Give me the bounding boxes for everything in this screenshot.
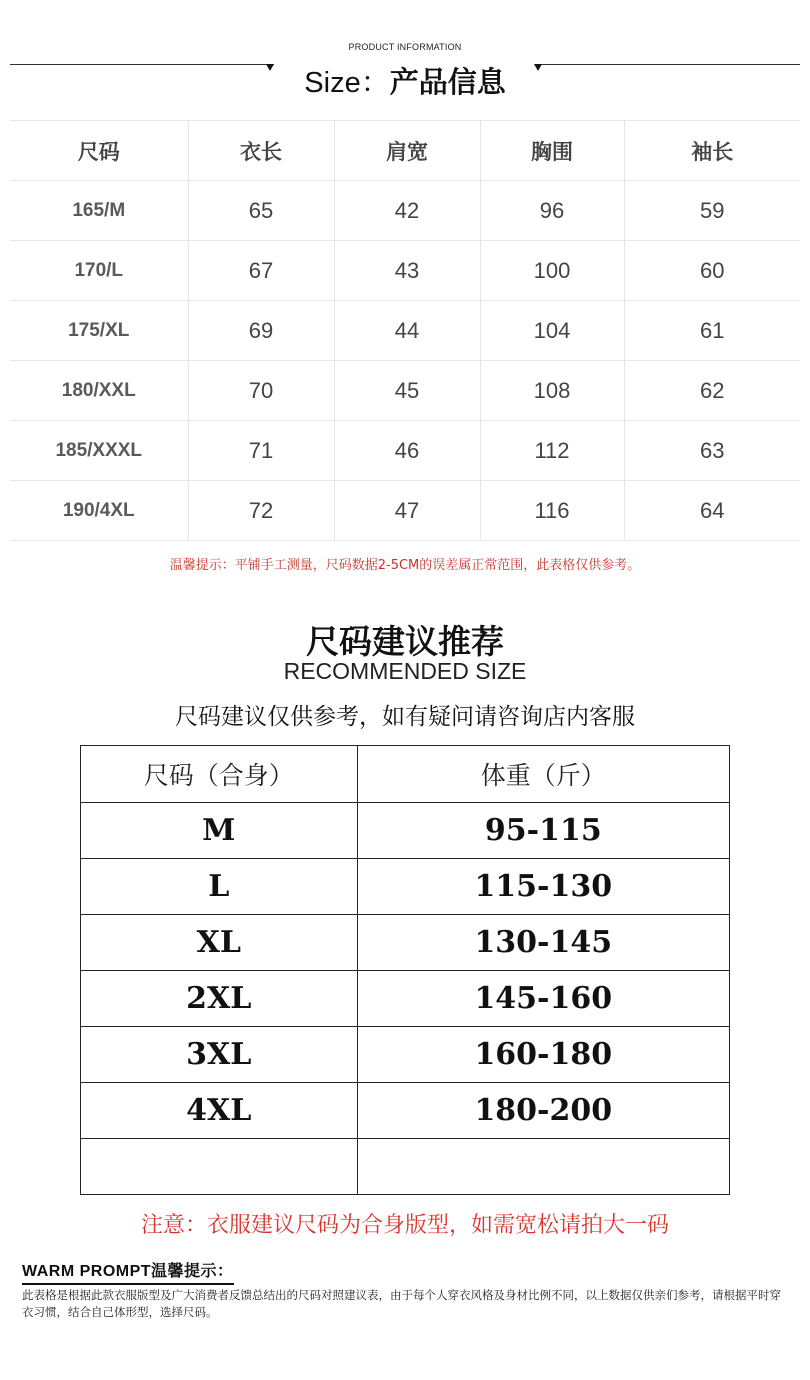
recommend-size-cell: 3XL <box>81 1027 358 1083</box>
length-cell: 70 <box>188 361 334 421</box>
table-row <box>81 803 730 859</box>
size-chart-header-row <box>10 121 800 181</box>
sleeve-cell: 63 <box>624 421 800 481</box>
chest-cell: 112 <box>480 421 624 481</box>
recommend-header-size: 尺码（合身） <box>81 746 358 803</box>
page-title <box>0 60 810 101</box>
warm-prompt-heading-en: WARM PROMPT <box>22 1263 152 1280</box>
recommend-weight-cell <box>357 1139 729 1195</box>
table-row <box>10 181 800 241</box>
size-chart-header-size: 尺码 <box>10 121 188 181</box>
recommend-title: 尺码建议推荐 <box>306 622 504 661</box>
recommend-size-cell: 2XL <box>81 971 358 1027</box>
sleeve-cell: 60 <box>624 241 800 301</box>
size-cell: 165/M <box>10 181 188 241</box>
length-cell: 72 <box>188 481 334 541</box>
size-chart-table <box>10 120 800 541</box>
warm-prompt-body: 此表格是根据此款衣服版型及广大消费者反馈总结出的尺码对照建议表，由于每个人穿衣风格及身材比例不同，以上数据仅供亲们参考，请根据平时穿衣习惯，结合自己体形型，选择尺码。 <box>22 1288 781 1319</box>
size-cell: 190/4XL <box>10 481 188 541</box>
shoulder-cell: 46 <box>334 421 480 481</box>
recommend-size-cell <box>81 1139 358 1195</box>
recommend-warning: 注意：衣服建议尺码为合身版型，如需宽松请拍大一码 <box>140 1213 669 1238</box>
size-cell: 180/XXL <box>10 361 188 421</box>
chest-cell: 96 <box>480 181 624 241</box>
table-row <box>10 301 800 361</box>
recommend-size-cell: M <box>81 803 358 859</box>
shoulder-cell: 44 <box>334 301 480 361</box>
table-row <box>10 481 800 541</box>
size-cell: 170/L <box>10 241 188 301</box>
table-row <box>10 361 800 421</box>
table-row <box>81 971 730 1027</box>
size-chart-header-chest: 胸围 <box>480 121 624 181</box>
length-cell: 71 <box>188 421 334 481</box>
measurement-tip: 温馨提示：平铺手工测量，尺码数据2-5CM的误差属正常范围，此表格仅供参考。 <box>169 558 641 573</box>
recommend-header-row <box>81 746 730 803</box>
recommend-subtitle: RECOMMENDED SIZE <box>283 658 527 684</box>
chest-cell: 116 <box>480 481 624 541</box>
page-title-latin: Size： <box>304 67 390 99</box>
shoulder-cell: 47 <box>334 481 480 541</box>
recommend-weight-cell: 130-145 <box>357 915 729 971</box>
recommend-size-cell: XL <box>81 915 358 971</box>
page-title-cjk: 产品信息 <box>389 65 506 99</box>
recommend-weight-cell: 145-160 <box>357 971 729 1027</box>
size-cell: 185/XXXL <box>10 421 188 481</box>
size-chart-header-sleeve: 袖长 <box>624 121 800 181</box>
product-information-label: PRODUCT INFORMATION <box>348 42 462 52</box>
table-row <box>81 859 730 915</box>
length-cell: 69 <box>188 301 334 361</box>
chest-cell: 100 <box>480 241 624 301</box>
table-row <box>81 915 730 971</box>
warm-prompt-heading <box>22 1258 234 1285</box>
sleeve-cell: 64 <box>624 481 800 541</box>
recommend-size-table <box>80 745 730 1195</box>
chest-cell: 108 <box>480 361 624 421</box>
recommend-weight-cell: 95-115 <box>357 803 729 859</box>
chest-cell: 104 <box>480 301 624 361</box>
sleeve-cell: 59 <box>624 181 800 241</box>
recommend-note: 尺码建议仅供参考，如有疑问请咨询店内客服 <box>175 704 635 730</box>
sleeve-cell: 62 <box>624 361 800 421</box>
recommend-header-weight: 体重（斤） <box>357 746 729 803</box>
table-row <box>10 421 800 481</box>
warm-prompt-heading-cjk: 温馨提示： <box>151 1261 234 1280</box>
length-cell: 67 <box>188 241 334 301</box>
size-chart-header-shoulder: 肩宽 <box>334 121 480 181</box>
recommend-weight-cell: 115-130 <box>357 859 729 915</box>
length-cell: 65 <box>188 181 334 241</box>
table-row <box>81 1027 730 1083</box>
shoulder-cell: 42 <box>334 181 480 241</box>
shoulder-cell: 43 <box>334 241 480 301</box>
sleeve-cell: 61 <box>624 301 800 361</box>
recommend-size-cell: 4XL <box>81 1083 358 1139</box>
table-row <box>81 1083 730 1139</box>
table-row-empty <box>81 1139 730 1195</box>
size-cell: 175/XL <box>10 301 188 361</box>
recommend-weight-cell: 180-200 <box>357 1083 729 1139</box>
table-row <box>10 241 800 301</box>
shoulder-cell: 45 <box>334 361 480 421</box>
recommend-weight-cell: 160-180 <box>357 1027 729 1083</box>
size-chart-header-length: 衣长 <box>188 121 334 181</box>
recommend-size-cell: L <box>81 859 358 915</box>
